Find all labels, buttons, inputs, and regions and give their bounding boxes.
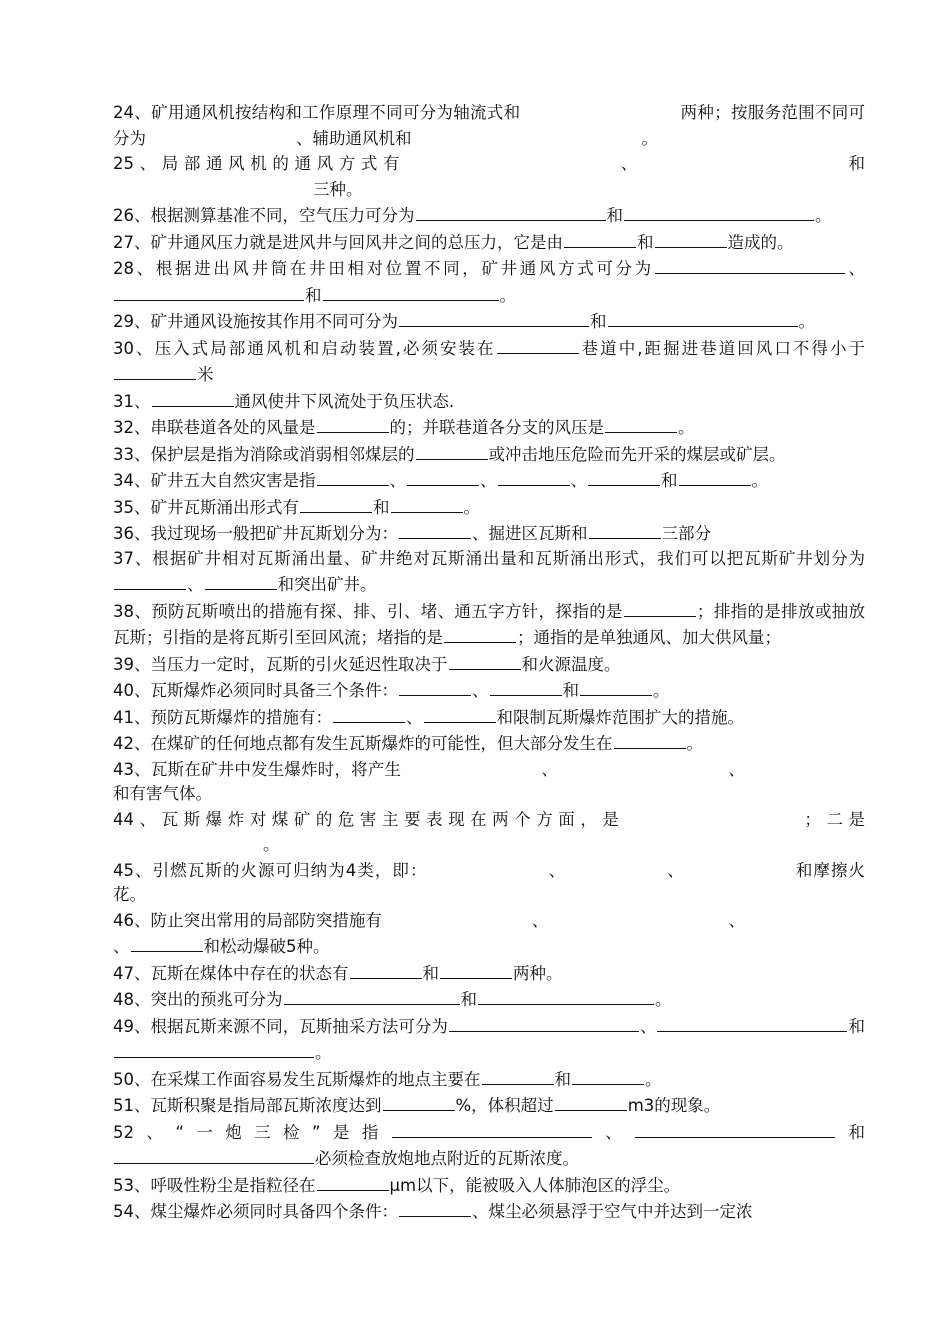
question-text: 。: [263, 835, 280, 854]
answer-blank[interactable]: [205, 571, 277, 590]
answer-space[interactable]: [382, 908, 532, 926]
answer-blank[interactable]: [391, 494, 463, 513]
answer-blank[interactable]: [407, 467, 479, 486]
question-text: 50、在采煤工作面容易发生瓦斯爆炸的地点主要在: [113, 1069, 481, 1089]
answer-blank[interactable]: [323, 282, 499, 301]
question-q27: [113, 229, 865, 256]
question-text: 34、矿井五大自然灾害是指: [113, 471, 316, 490]
answer-blank[interactable]: [392, 1119, 592, 1138]
answer-space[interactable]: [745, 908, 865, 926]
answer-blank[interactable]: [679, 467, 751, 486]
answer-blank[interactable]: [614, 730, 686, 749]
answer-blank[interactable]: [444, 624, 516, 643]
question-text: 和: [842, 154, 865, 173]
question-text: 和: [637, 232, 654, 252]
question-text: 45、引燃瓦斯的火源可归纳为4类，即：: [113, 860, 428, 880]
question-text: 。: [751, 471, 768, 490]
question-text: 。: [678, 418, 695, 437]
answer-space[interactable]: [745, 757, 865, 775]
question-text: 、掘进区瓦斯和: [472, 524, 588, 543]
question-text: 27、矿井通风压力就是进风井与回风井之间的总压力，它是由: [113, 232, 563, 252]
question-text: 三部分: [661, 524, 711, 543]
question-text: 46、防止突出常用的局部防突措施有: [113, 910, 382, 930]
question-q51: [113, 1092, 865, 1119]
question-text: 。: [815, 206, 832, 225]
question-text: 巷道中,距掘进巷道回风口不得小于: [579, 338, 865, 358]
answer-blank[interactable]: [497, 335, 579, 354]
answer-blank[interactable]: [152, 388, 234, 407]
question-text: 48、突出的预兆可分为: [113, 990, 283, 1009]
answer-blank[interactable]: [114, 1145, 314, 1164]
question-text: 、: [728, 759, 746, 779]
question-text: 44、瓦斯爆炸对煤矿的危害主要表现在两个方面，是: [113, 809, 625, 829]
answer-blank[interactable]: [333, 704, 405, 723]
answer-blank[interactable]: [399, 677, 471, 696]
question-text: 两种。: [513, 963, 563, 983]
question-text: 和: [373, 497, 390, 517]
question-q35: [113, 494, 865, 521]
answer-blank[interactable]: [624, 202, 814, 221]
answer-space[interactable]: [113, 832, 263, 850]
answer-blank[interactable]: [657, 1013, 847, 1032]
answer-blank[interactable]: [580, 677, 652, 696]
answer-space[interactable]: [624, 807, 804, 825]
answer-blank[interactable]: [114, 282, 304, 301]
question-text: 和: [606, 206, 623, 225]
answer-blank[interactable]: [317, 414, 389, 433]
question-text: 、: [113, 937, 130, 956]
question-text: 、煤尘必须悬浮于空气中并达到一定浓: [472, 1202, 753, 1221]
question-text: 、: [728, 910, 746, 930]
answer-space[interactable]: [643, 151, 843, 169]
question-text: 、: [615, 154, 643, 173]
question-text: 、: [541, 759, 559, 779]
answer-blank[interactable]: [608, 308, 798, 327]
question-text: 三种。: [313, 179, 363, 199]
question-text: 26、根据测算基准不同，空气压力可分为: [113, 206, 415, 225]
answer-space[interactable]: [428, 858, 548, 876]
question-text: 。: [315, 1043, 332, 1062]
question-text: 和: [554, 1069, 571, 1089]
answer-blank[interactable]: [416, 441, 488, 460]
question-text: 和限制瓦斯爆炸范围扩大的措施。: [496, 707, 744, 727]
question-text: 、: [531, 910, 549, 930]
question-text: 、: [389, 471, 406, 490]
question-q50: [113, 1066, 865, 1093]
answer-blank[interactable]: [635, 1119, 835, 1138]
answer-space[interactable]: [520, 100, 680, 118]
answer-blank[interactable]: [490, 677, 562, 696]
question-q37: [113, 547, 865, 598]
question-q36: [113, 520, 865, 547]
question-q31: [113, 388, 865, 415]
question-text: 53、呼吸性粉尘是指粒径在: [113, 1175, 316, 1195]
question-text: 或冲击地压危险而先开采的煤层或矿层。: [488, 444, 786, 464]
question-text: ；二是: [804, 809, 866, 829]
question-text: 。: [798, 312, 815, 331]
question-text: ；通指的是单独通风、加大供风量；: [517, 628, 781, 647]
answer-blank[interactable]: [589, 520, 661, 539]
question-text: 、: [845, 259, 865, 278]
answer-space[interactable]: [113, 177, 313, 195]
question-text: 42、在煤矿的任何地点都有发生瓦斯爆炸的可能性，但大部分发生在: [113, 734, 613, 753]
answer-space[interactable]: [566, 858, 666, 876]
answer-blank[interactable]: [555, 1092, 627, 1111]
question-q46: [113, 908, 865, 960]
question-text: 、: [639, 1016, 657, 1036]
question-text: 54、煤尘爆炸必须同时具备四个条件：: [113, 1202, 398, 1221]
answer-space[interactable]: [558, 757, 728, 775]
question-text: 51、瓦斯积聚是指局部瓦斯浓度达到: [113, 1096, 382, 1115]
question-text: 和有害气体。: [113, 784, 212, 803]
question-q39: [113, 651, 865, 678]
question-text: 31、: [113, 391, 151, 411]
answer-blank[interactable]: [114, 1039, 314, 1058]
question-text: 41、预防瓦斯爆炸的措施有：: [113, 707, 332, 727]
question-text: 。: [686, 734, 703, 753]
question-q49: [113, 1013, 865, 1066]
answer-blank[interactable]: [131, 933, 203, 952]
answer-blank[interactable]: [424, 704, 496, 723]
answer-space[interactable]: [405, 151, 615, 169]
question-q25: [113, 151, 865, 202]
question-text: 、: [187, 575, 204, 594]
question-q52: [113, 1119, 865, 1172]
question-text: 和突出矿井。: [277, 575, 377, 594]
question-text: 米: [197, 365, 214, 384]
question-text: 。: [499, 285, 516, 305]
answer-blank[interactable]: [114, 571, 186, 590]
question-text: 和: [460, 990, 477, 1009]
question-q43: [113, 757, 865, 807]
question-text: 25、局部通风机的通风方式有: [113, 154, 406, 173]
question-text: m3的现象。: [627, 1096, 721, 1115]
answer-blank[interactable]: [478, 986, 654, 1005]
answer-blank[interactable]: [449, 1013, 639, 1032]
question-text: 和: [836, 1122, 866, 1142]
answer-blank[interactable]: [440, 960, 512, 979]
answer-space[interactable]: [412, 126, 642, 144]
question-q30: [113, 335, 865, 388]
question-text: 、: [666, 860, 685, 880]
answer-blank[interactable]: [416, 202, 606, 221]
answer-blank[interactable]: [564, 229, 636, 248]
question-q38: [113, 598, 865, 651]
question-q47: [113, 960, 865, 987]
question-text: 、: [570, 471, 587, 490]
question-text: 32、串联巷道各处的风量是: [113, 418, 316, 437]
answer-blank[interactable]: [114, 361, 196, 380]
answer-blank[interactable]: [449, 651, 521, 670]
question-text: 。: [645, 1069, 662, 1089]
answer-blank[interactable]: [399, 308, 589, 327]
answer-blank[interactable]: [300, 494, 372, 513]
question-text: 28、根据进出风井筒在井田相对位置不同，矿井通风方式可分为: [113, 259, 654, 278]
question-text: μm以下，能被吸入人体肺泡区的浮尘。: [389, 1175, 681, 1195]
question-text: 24、矿用通风机按结构和工作原理不同可分为轴流式和: [113, 103, 521, 122]
question-text: 47、瓦斯在煤体中存在的状态有: [113, 963, 349, 983]
question-text: 、: [547, 860, 567, 880]
question-q33: [113, 441, 865, 468]
answer-blank[interactable]: [399, 520, 471, 539]
question-text: 和松动爆破5种。: [203, 937, 330, 956]
question-q26: [113, 202, 865, 229]
answer-space[interactable]: [146, 126, 296, 144]
question-text: 37、根据矿井相对瓦斯涌出量、矿井绝对瓦斯涌出量和瓦斯涌出形式，我们可以把瓦斯矿井划分为: [113, 548, 865, 568]
answer-blank[interactable]: [317, 467, 389, 486]
answer-blank[interactable]: [350, 960, 422, 979]
question-q54: [113, 1198, 865, 1225]
question-text: 必须检查放炮地点附近的瓦斯浓度。: [315, 1149, 579, 1168]
question-text: 49、根据瓦斯来源不同，瓦斯抽采方法可分为: [113, 1016, 448, 1036]
answer-blank[interactable]: [572, 1066, 644, 1085]
question-text: 、: [406, 707, 423, 727]
question-text: 。: [463, 497, 480, 517]
question-text: 36、我过现场一般把矿井瓦斯划分为：: [113, 524, 398, 543]
answer-space[interactable]: [401, 757, 541, 775]
answer-blank[interactable]: [498, 467, 570, 486]
answer-blank[interactable]: [605, 414, 677, 433]
question-text: 40、瓦斯爆炸必须同时具备三个条件：: [113, 681, 398, 700]
answer-space[interactable]: [548, 908, 728, 926]
question-text: 和: [848, 1016, 866, 1036]
question-text: 和: [661, 471, 678, 490]
question-q53: [113, 1172, 865, 1199]
question-text: 和: [562, 681, 579, 700]
question-text: 、辅助通风机和: [296, 128, 412, 148]
question-q40: [113, 677, 865, 704]
question-text: 两种；按服务范围不同可分为: [113, 103, 866, 148]
answer-blank[interactable]: [383, 1092, 455, 1111]
question-text: 和: [590, 312, 607, 331]
question-q44: [113, 807, 865, 858]
question-text: 30、压入式局部通风机和启动装置,必须安装在: [113, 338, 496, 358]
answer-space[interactable]: [685, 858, 795, 876]
answer-blank[interactable]: [482, 1066, 554, 1085]
question-text: 39、当压力一定时，瓦斯的引火延迟性取决于: [113, 654, 448, 674]
question-text: 52、“一炮三检”是指: [113, 1122, 391, 1142]
question-text: 、: [472, 681, 489, 700]
answer-blank[interactable]: [624, 598, 696, 617]
question-text: 43、瓦斯在矿井中发生爆炸时，将产生: [113, 759, 402, 779]
answer-blank[interactable]: [588, 467, 660, 486]
question-text: 的；并联巷道各分支的风压是: [389, 418, 604, 437]
question-q28: [113, 255, 865, 308]
answer-blank[interactable]: [284, 986, 460, 1005]
question-text: 29、矿井通风设施按其作用不同可分为: [113, 312, 398, 331]
question-text: 。: [653, 681, 670, 700]
question-q24: [113, 100, 865, 151]
question-text: 通风使井下风流处于负压状态.: [234, 391, 455, 411]
question-text: 38、预防瓦斯喷出的措施有探、排、引、堵、通五字方针，探指的是: [113, 601, 623, 621]
exercise-document: [113, 100, 865, 1225]
answer-blank[interactable]: [317, 1172, 389, 1191]
question-text: 35、矿井瓦斯涌出形式有: [113, 497, 299, 517]
question-q41: [113, 704, 865, 731]
question-text: %，体积超过: [455, 1096, 554, 1115]
question-q34: [113, 467, 865, 494]
question-text: 和摩擦火花。: [113, 860, 866, 904]
question-text: 和: [305, 285, 322, 305]
question-text: 、: [592, 1122, 635, 1142]
question-q48: [113, 986, 865, 1013]
question-text: 、: [480, 471, 497, 490]
question-q32: [113, 414, 865, 441]
answer-blank[interactable]: [655, 255, 845, 274]
question-text: 和: [422, 963, 439, 983]
question-q42: [113, 730, 865, 757]
question-text: 。: [655, 990, 672, 1009]
answer-blank[interactable]: [399, 1198, 471, 1217]
question-q45: [113, 858, 865, 908]
answer-blank[interactable]: [655, 229, 727, 248]
question-text: 。: [641, 128, 658, 148]
question-text: ；排指的是排放或抽放瓦斯；引指的是将瓦斯引至回风流；堵指的是: [113, 601, 866, 647]
question-q29: [113, 308, 865, 335]
question-text: 和火源温度。: [521, 654, 621, 674]
question-text: 33、保护层是指为消除或消弱相邻煤层的: [113, 444, 415, 464]
question-text: 造成的。: [727, 232, 794, 252]
